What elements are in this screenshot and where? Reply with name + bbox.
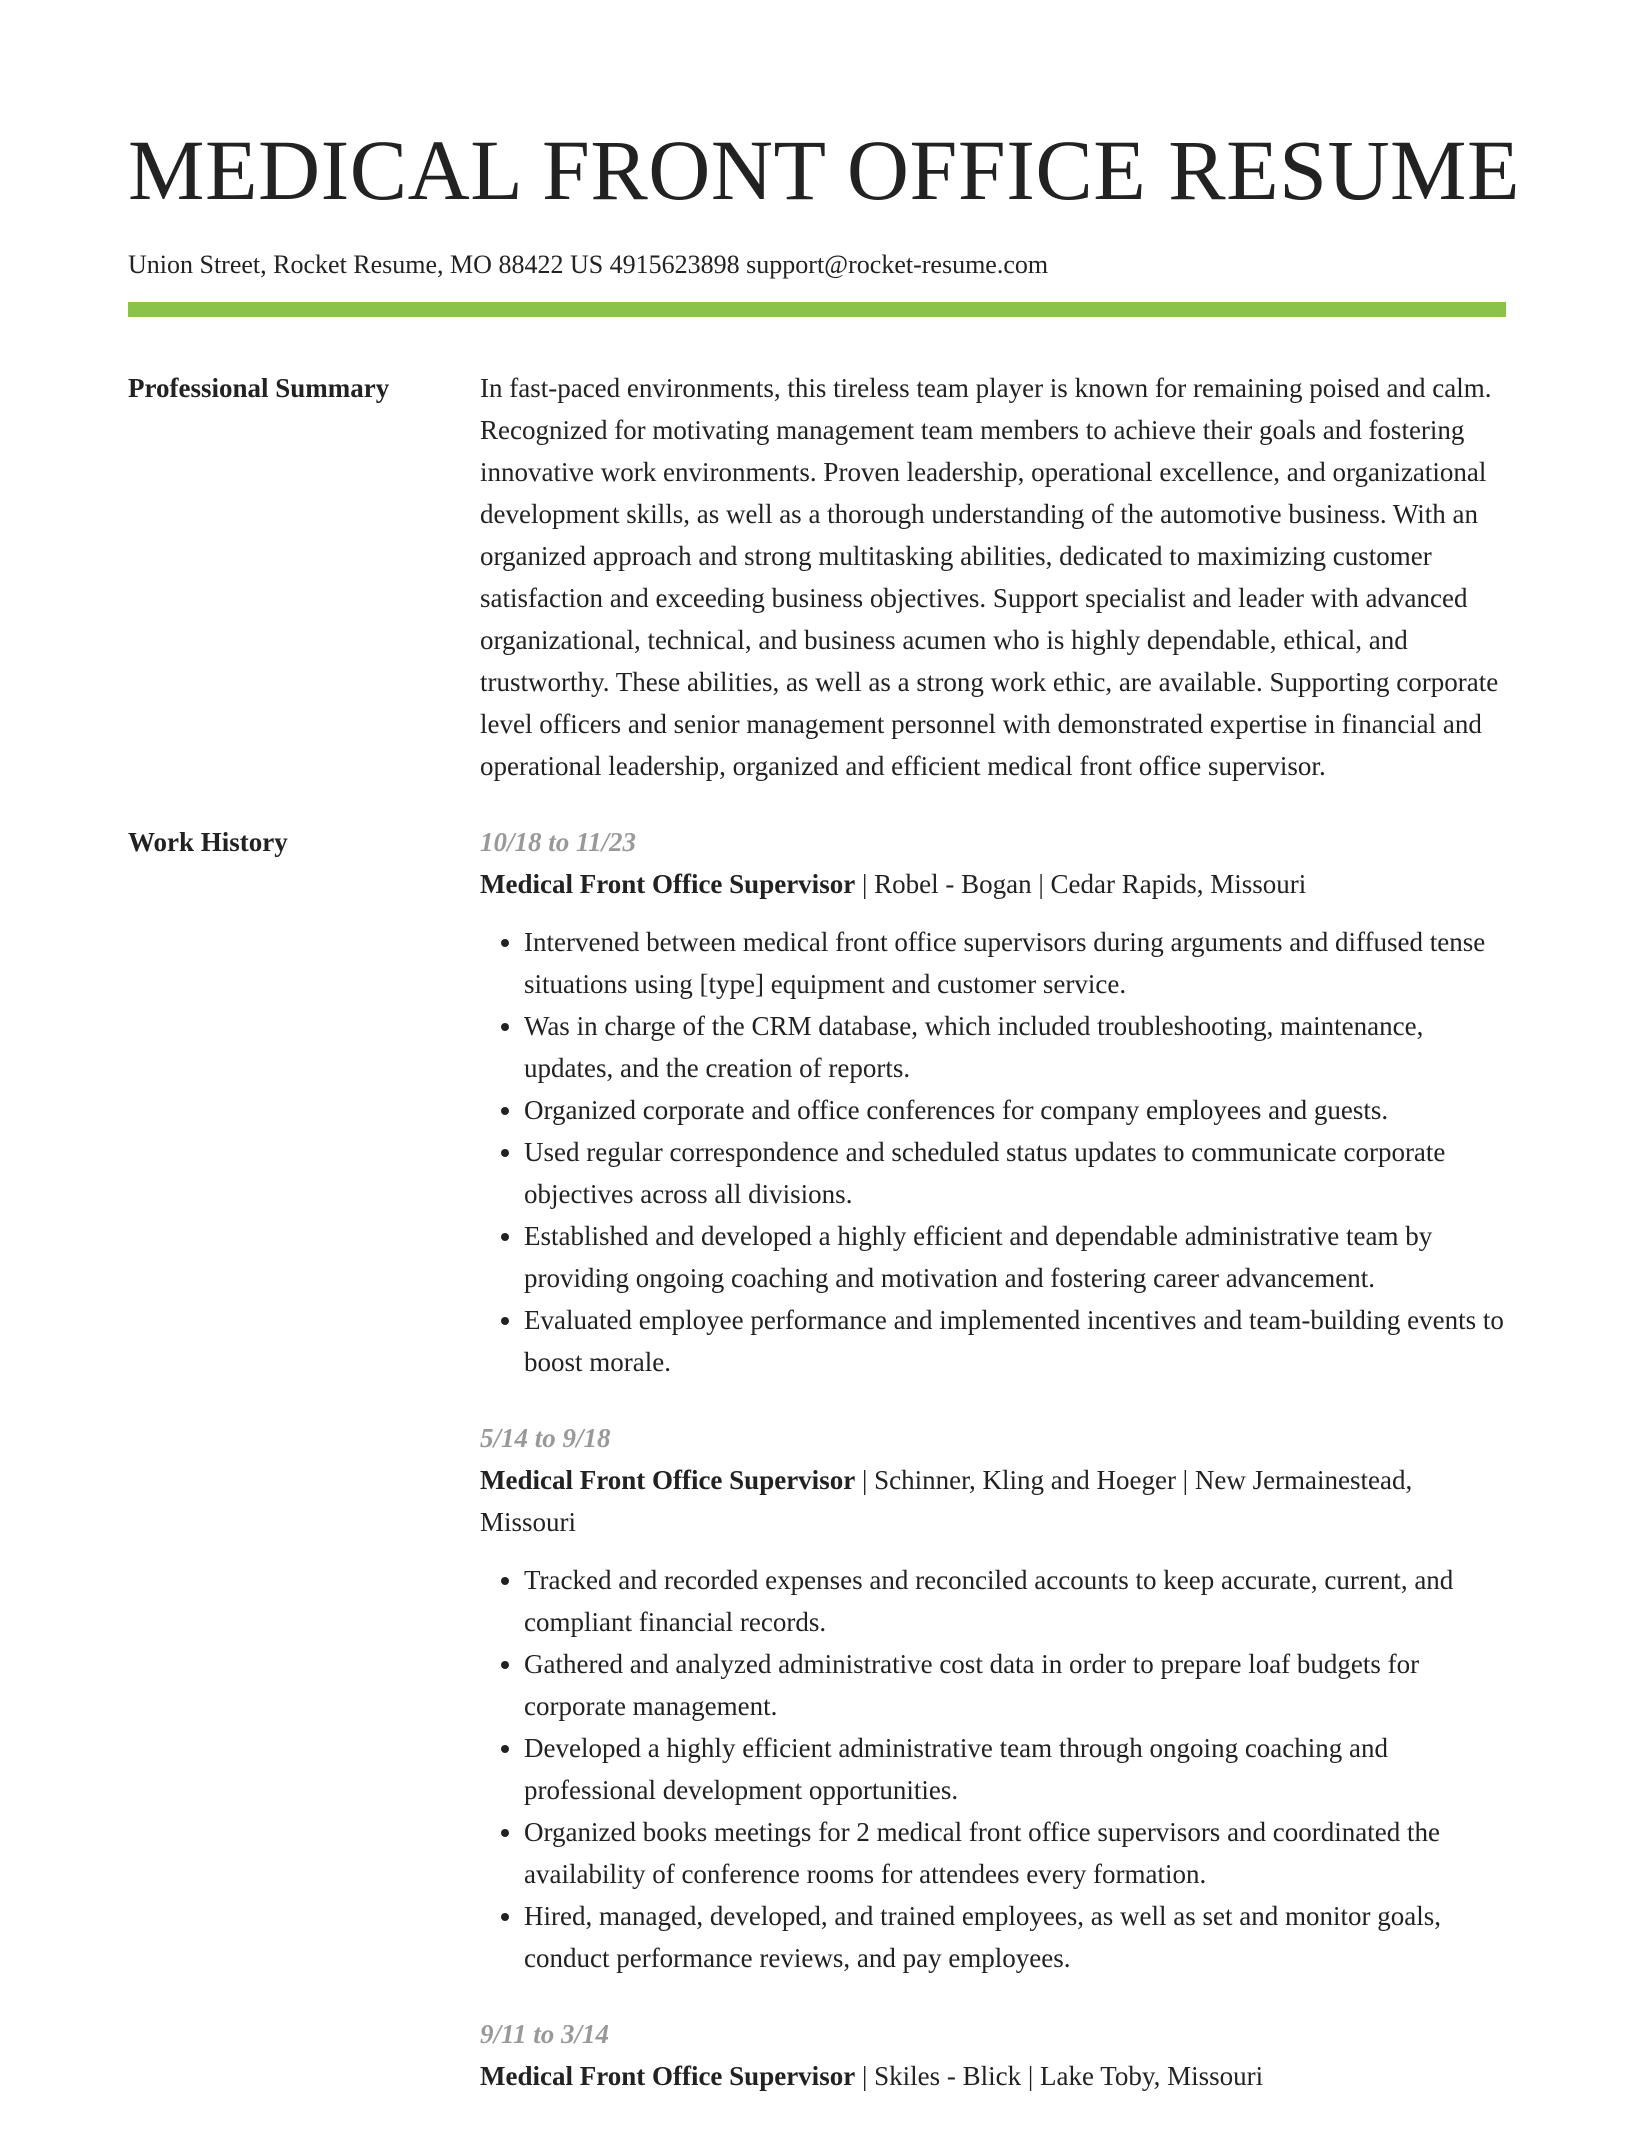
job-title: Medical Front Office Supervisor [480, 2061, 856, 2091]
job-bullet: • Was in charge of the CRM database, which included troubleshooting, maintenance, updates, and the creation of reports. [524, 1005, 1506, 1089]
professional-summary-section [128, 367, 1506, 787]
job-dates: 9/11 to 3/14 [480, 2019, 610, 2049]
job-bullet: • Gathered and analyzed administrative cost data in order to prepare loaf budgets for corporate management. [524, 1643, 1506, 1727]
resume-title: MEDICAL FRONT OFFICE RESUME [128, 122, 1521, 218]
job-employer-location: | Skiles - Blick | Lake Toby, Missouri [855, 2061, 1264, 2091]
job-bullet: • Tracked and recorded expenses and reconciled accounts to keep accurate, current, and compliant financial records. [524, 1559, 1506, 1643]
job-bullet: • Developed a highly efficient administrative team through ongoing coaching and professional development opportunities. [524, 1727, 1506, 1811]
section-label-summary: Professional Summary [128, 373, 390, 403]
work-history-body [480, 821, 1506, 2131]
job-entry [480, 1417, 1506, 1979]
summary-body [480, 367, 1506, 787]
accent-divider [128, 302, 1506, 317]
job-bullet: • Established and developed a highly efficient and dependable administrative team by providing ongoing coaching and motivation and fostering career advancement. [524, 1215, 1506, 1299]
job-bullet: • Organized books meetings for 2 medical front office supervisors and coordinated the availability of conference rooms for attendees every formation. [524, 1811, 1506, 1895]
job-entry [480, 2013, 1506, 2097]
job-title: Medical Front Office Supervisor [480, 869, 856, 899]
job-heading [480, 2055, 1506, 2097]
job-bullet: • Evaluated employee performance and implemented incentives and team-building events to boost morale. [524, 1299, 1506, 1383]
job-bullet: • Organized corporate and office conferences for company employees and guests. [524, 1089, 1506, 1131]
job-bullet: • Used regular correspondence and scheduled status updates to communicate corporate objectives across all divisions. [524, 1131, 1506, 1215]
summary-text: In fast-paced environments, this tireless team player is known for remaining poised and calm. Recognized for motivating management team members to achieve their goals and fostering innovative work environments. Proven leadership, operational excellence, and organizational development skills, as well as a thorough understanding of the automotive business. With an organized approach and strong multitasking abilities, dedicated to maximizing customer satisfaction and exceeding business objectives. Support specialist and leader with advanced organizational, technical, and business acumen who is highly dependable, ethical, and trustworthy. These abilities, as well as a strong work ethic, are available. Supporting corporate level officers and senior management personnel with demonstrated expertise in financial and operational leadership, organized and efficient medical front office supervisor. [480, 373, 1499, 781]
job-employer-location: | Schinner, Kling and Hoeger | New Jermainestead, Missouri [480, 1465, 1413, 1537]
job-entry [480, 821, 1506, 1383]
work-history-section [128, 821, 1506, 2131]
resume-page [128, 0, 1521, 2131]
job-title: Medical Front Office Supervisor [480, 1465, 856, 1495]
job-dates: 10/18 to 11/23 [480, 827, 637, 857]
job-bullet: • Intervened between medical front office supervisors during arguments and diffused tense situations using [type] equipment and customer service. [524, 921, 1506, 1005]
section-label-work: Work History [128, 827, 288, 857]
job-bullet-list [480, 921, 1506, 1383]
job-employer-location: | Robel - Bogan | Cedar Rapids, Missouri [855, 869, 1307, 899]
job-heading [480, 863, 1506, 905]
job-bullet: • Hired, managed, developed, and trained employees, as well as set and monitor goals, conduct performance reviews, and pay employees. [524, 1895, 1506, 1979]
job-heading [480, 1459, 1506, 1543]
job-dates: 5/14 to 9/18 [480, 1423, 611, 1453]
contact-line: Union Street, Rocket Resume, MO 88422 US 4915623898 support@rocket-resume.com [128, 250, 1049, 279]
job-bullet-list [480, 1559, 1506, 1979]
